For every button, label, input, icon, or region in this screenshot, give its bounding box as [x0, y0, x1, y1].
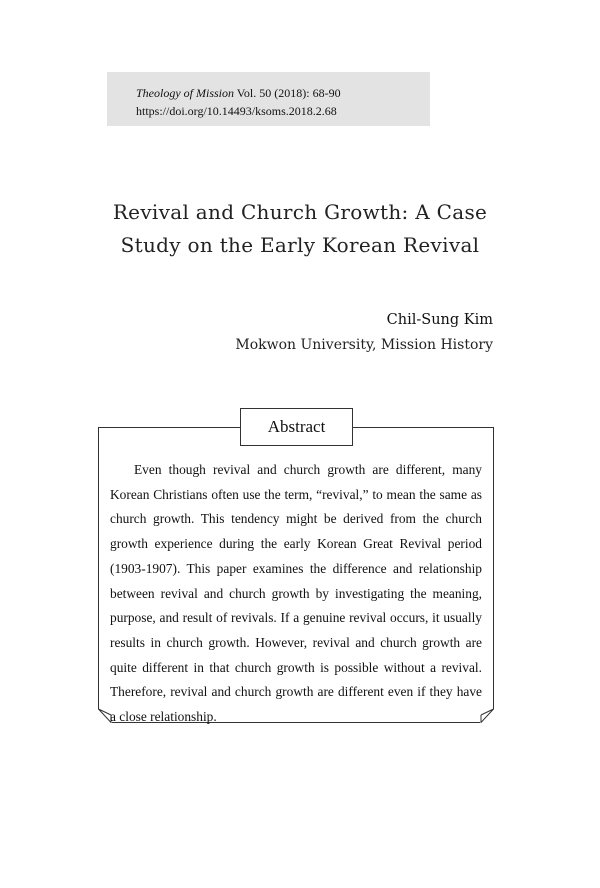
paper-title: [0, 196, 600, 262]
title-line-2: Study on the Early Korean Revival: [120, 233, 480, 257]
doi-link[interactable]: https://doi.org/10.14493/ksoms.2018.2.68: [136, 104, 337, 118]
journal-name: Theology of Mission: [136, 86, 234, 100]
volume-info: Vol. 50 (2018): 68-90: [236, 86, 341, 100]
author-name: Chil-Sung Kim: [386, 312, 493, 328]
citation-box: [107, 72, 430, 126]
abstract-text: Even though revival and church growth are different, many Korean Christians often use the term, “revival,” to mean the same as church growth. This tendency might be derived from the church growth experience during the early Korean Great Revival period (1903-1907). This paper examines the difference and relationship between revival and church growth by investigating the meaning, purpose, and result of revivals. If a genuine revival occurs, it usually results in church growth. However, revival and church growth are quite different in that church growth is possible without a revival. Therefore, revival and church growth are different even if they have a close relationship.: [110, 462, 482, 725]
citation-line: [136, 84, 430, 102]
abstract-heading: Abstract: [240, 408, 353, 446]
title-line-1: Revival and Church Growth: A Case: [112, 200, 488, 224]
page-curl-right-icon: [480, 701, 494, 723]
author-affiliation: Mokwon University, Mission History: [235, 337, 493, 353]
